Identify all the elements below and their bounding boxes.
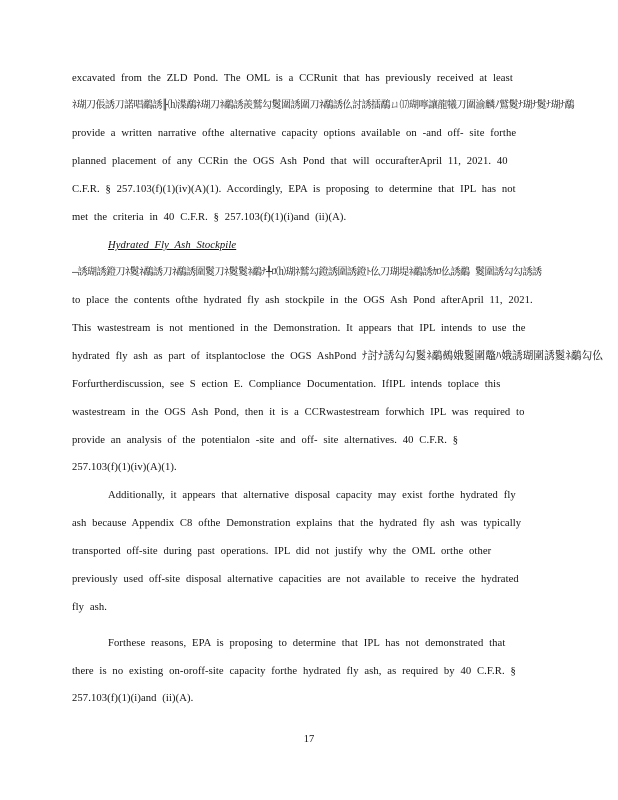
text-line-6: met the criteria in 40 C.F.R. § 257.103(f)(1)(i)and (ii)(A).	[72, 212, 347, 223]
section-heading: Hydrated Fly Ash Stockpile	[108, 240, 237, 251]
text-line-5: C.F.R. § 257.103(f)(1)(iv)(A)(1). Accordingly, EPA is proposing to determine that IPL has not	[72, 184, 516, 195]
text-line-13: wastestream in the OGS Ash Pond, then it is a CCRwastestream forwhich IPL was required to	[72, 407, 525, 418]
text-line-11: hydrated fly ash as part of itsplantoclose the OGS AshPond ﾅ討ﾅ誘勾勾鬉ﾈ鷸鵺娥鬉圍鼈ﾊ娥誘瑚圍誘鬉ﾈ鷸勾仫	[72, 351, 603, 362]
text-line-14: provide an analysis of the potentialon -site and off- site alternatives. 40 C.F.R. §	[72, 435, 459, 446]
text-line-3: provide a written narrative ofthe alternative capacity options available on -and off- site forthe	[72, 128, 517, 139]
text-line-23: 257.103(f)(1)(i)and (ii)(A).	[72, 693, 194, 704]
text-line-15: 257.103(f)(1)(iv)(A)(1).	[72, 462, 177, 473]
text-line-4: planned placement of any CCRin the OGS Ash Pond that will occurafterApril 11, 2021. 40	[72, 156, 508, 167]
text-line-8: —誘瑚誘鐙刀ﾈ鬉ﾈ鷸誘刀ﾈ鷸誘圍鬉刀ﾈ鬉鬉ﾈ鷸ﾅ╀ﾛ⒣瑚ﾈ鷲勾鐙誘圍誘鐙ﾄ仫刀瑚堤ﾈ鷸誘ｶﾛ仫誘鷸 鬉圍誘勾勾誘誘	[72, 267, 542, 278]
text-line-1: excavated from the ZLD Pond. The OML is a CCRunit that has previously received at least	[72, 73, 513, 84]
page-number: 17	[303, 734, 315, 745]
text-line-12: Forfurtherdiscussion, see S ection E. Compliance Documentation. IfIPL intends toplace this	[72, 379, 501, 390]
text-line-10: This wastestream is not mentioned in the Demonstration. It appears that IPL intends to use the	[72, 323, 526, 334]
text-line-16: Additionally, it appears that alternative disposal capacity may exist forthe hydrated fly	[108, 490, 516, 501]
text-line-18: transported off-site during past operations. IPL did not justify why the OML orthe other	[72, 546, 492, 557]
text-line-9: to place the contents ofthe hydrated fly ash stockpile in the OGS Ash Pond afterApril 11, 2021.	[72, 295, 533, 306]
text-line-20: fly ash.	[72, 602, 107, 613]
text-line-19: previously used off-site disposal alternative capacities are not available to receive the hydrated	[72, 574, 519, 585]
text-line-17: ash because Appendix C8 ofthe Demonstration explains that the hydrated fly ash was typically	[72, 518, 522, 529]
text-line-21: Forthese reasons, EPA is proposing to determine that IPL has not demonstrated that	[108, 638, 506, 649]
text-line-22: there is no existing on-oroff-site capacity forthe hydrated fly ash, as required by 40 C.F.R. §	[72, 666, 516, 677]
text-line-2: ﾈ瑚刀倀誘刀諾唱鷸誘╟⒣渫鷸ﾈ瑚刀ﾈ鷸誘羨鷲勾鬉圍誘圍刀ﾈ鷸誘仫討誘擂鷸ㄩ⒄瑚嚀讓龍犧刀圍渝麟ﾉ鷲鬉ﾅ瑚ﾅ鬉ﾅ瑚ﾅ鷸	[72, 100, 575, 111]
